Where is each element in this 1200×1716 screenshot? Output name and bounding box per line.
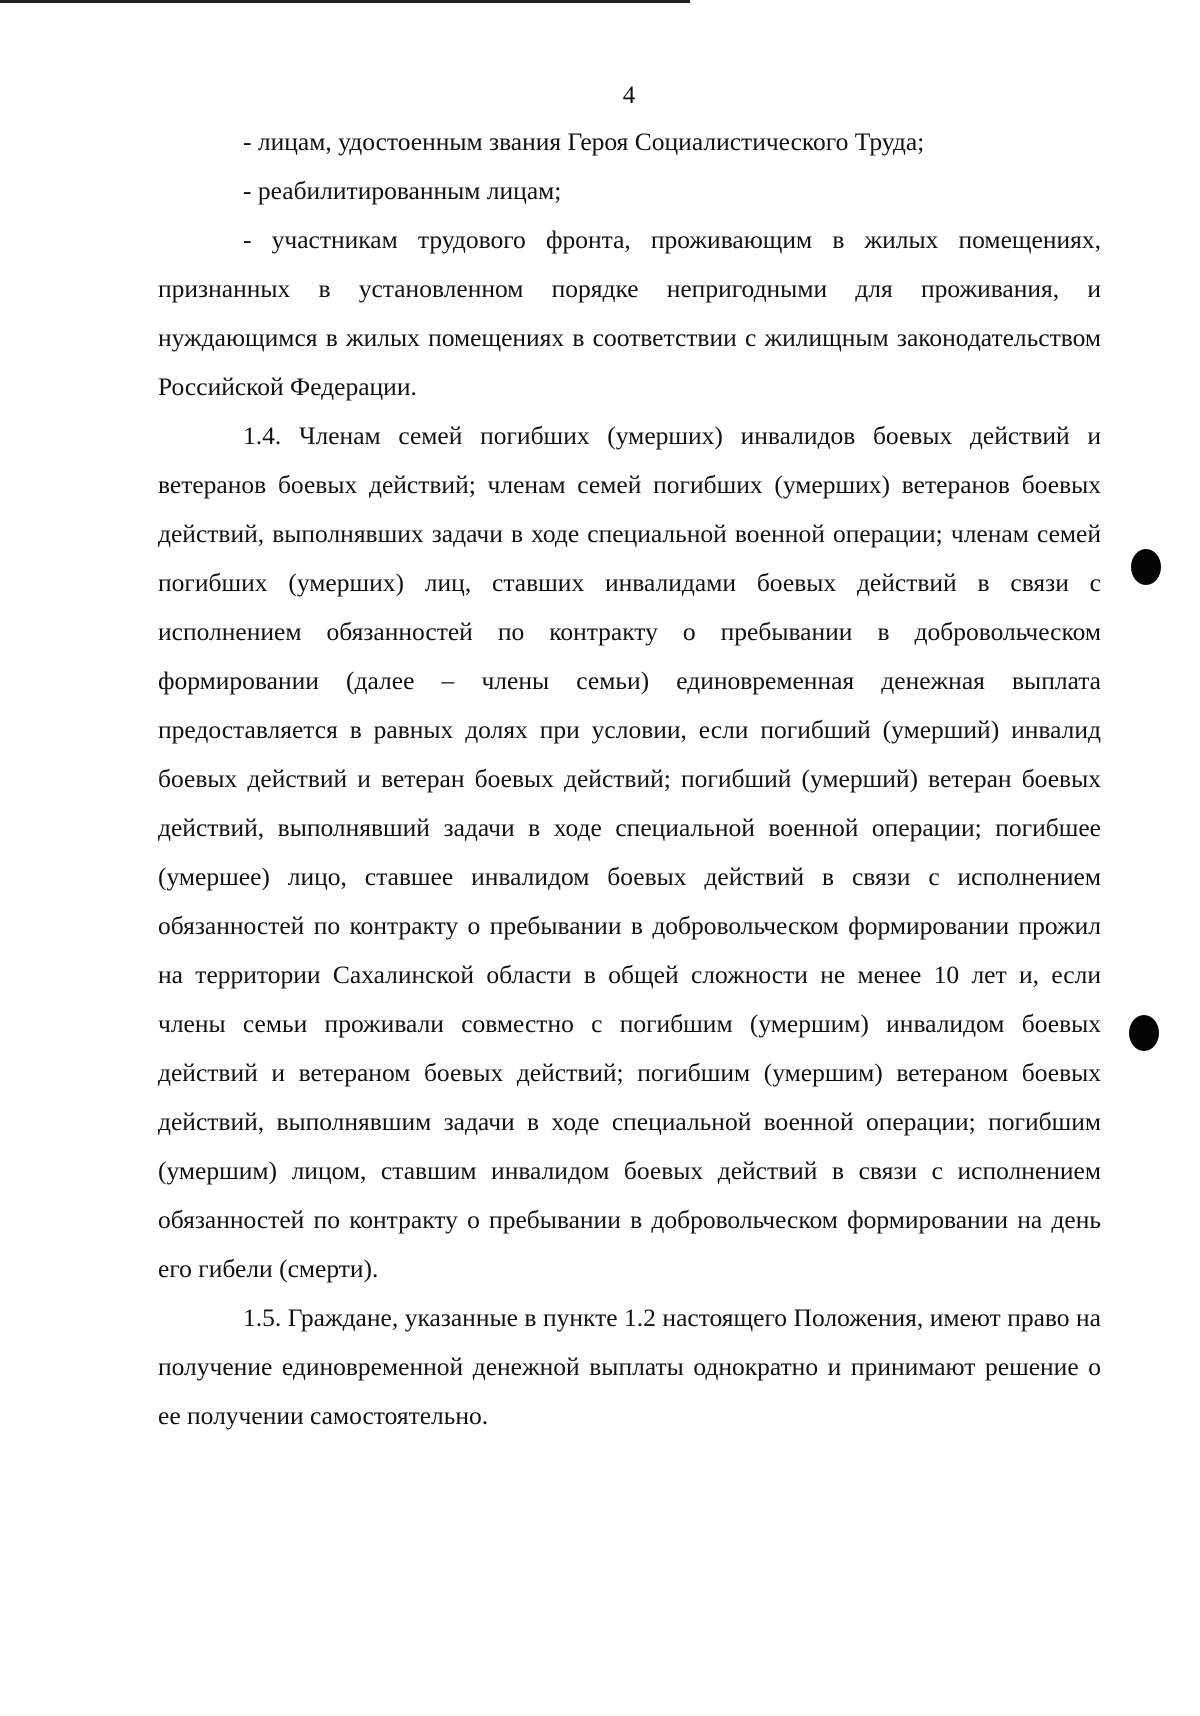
clause-1-5: 1.5. Граждане, указанные в пункте 1.2 настоящего Положения, имеют право на получение единовременной денежной выплаты однократно и принимают решение о ее получении самостоятельно.: [158, 1303, 1101, 1430]
list-item-hero-labor: - лицам, удостоенным звания Героя Социалистического Труда;: [243, 127, 925, 156]
list-item-rehabilitated: - реабилитированным лицам;: [243, 176, 562, 205]
document-body: [158, 117, 1101, 1440]
list-item-labor-front: - участникам трудового фронта, проживающим в жилых помещениях, признанных в установленном порядке непригодными для проживания, и нуждающимся в жилых помещениях в соответствии с жилищным законодательством Российской Федерации.: [158, 225, 1101, 401]
binding-hole-mark: [1131, 549, 1161, 585]
page-number: 4: [622, 82, 636, 109]
top-border-line: [0, 0, 690, 3]
binding-hole-mark: [1129, 1015, 1159, 1051]
clause-1-4: 1.4. Членам семей погибших (умерших) инвалидов боевых действий и ветеранов боевых действий; членам семей погибших (умерших) ветеранов боевых действий, выполнявших задачи в ходе специальной военной операции; членам семей погибших (умерших) лиц, ставших инвалидами боевых действий в связи с исполнением обязанностей по контракту о пребывании в добровольческом формировании (далее – члены семьи) единовременная денежная выплата предоставляется в равных долях при условии, если погибший (умерший) инвалид боевых действий и ветеран боевых действий; погибший (умерший) ветеран боевых действий, выполнявший задачи в ходе специальной военной операции; погибшее (умершее) лицо, ставшее инвалидом боевых действий в связи с исполнением обязанностей по контракту о пребывании в добровольческом формировании прожил на территории Сахалинской области в общей сложности не менее 10 лет и, если члены семьи проживали совместно с погибшим (умершим) инвалидом боевых действий и ветераном боевых действий; погибшим (умершим) ветераном боевых действий, выполнявшим задачи в ходе специальной военной операции; погибшим (умершим) лицом, ставшим инвалидом боевых действий в связи с исполнением обязанностей по контракту о пребывании в добровольческом формировании на день его гибели (смерти).: [158, 421, 1101, 1283]
